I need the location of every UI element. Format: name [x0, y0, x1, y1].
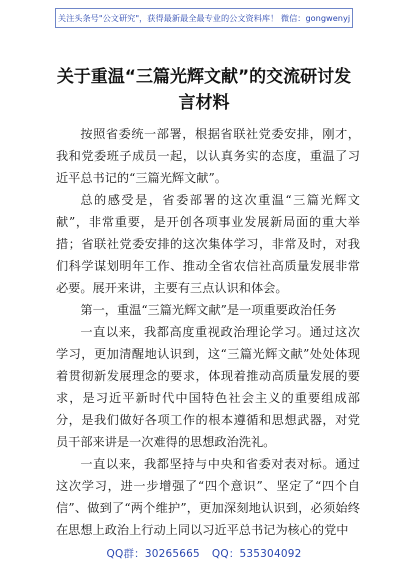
document-body [56, 123, 360, 541]
header-banner [55, 8, 353, 28]
paragraph-overall-feeling: 总的感受是，省委部署的这次重温“三篇光辉文献”，非常重要，是开创各项事业发展新局面的重大举措；省联社党委安排的这次集体学习，非常及时，对我们科学谋划明年工作、推动全省农信社高质量发展非常必要。展开来讲，主要有三点认识和体会。 [56, 193, 360, 295]
header-banner-text: 关注头条号"公文研究"，获得最新最全最专业的公文资料库！ 微信：gongwenyj [57, 12, 351, 23]
paragraph-intro: 按照省委统一部署，根据省联社党委安排，刚才，我和党委班子成员一起，以认真务实的态度，重温了习近平总书记的“三篇光辉文献”。 [56, 127, 360, 185]
section-heading-first: 第一，重温“三篇光辉文献”是一项重要政治任务 [80, 303, 337, 317]
footer-contact [0, 546, 408, 561]
document-title-line-2: 言材料 [178, 93, 230, 113]
document-title-line-1: 关于重温“三篇光辉文献”的交流研讨发 [56, 67, 352, 87]
document-title [40, 64, 368, 116]
paragraph-theory-study: 一直以来，我都高度重视政治理论学习。通过这次学习，更加清醒地认识到，这“三篇光辉文献”处处体现着贯彻新发展理念的要求，体现着推动高质量发展的要求，是习近平新时代中国特色社会主义的重要组成部分，是我们做好各项工作的根本遵循和思想武器，对党员干部来讲是一次难得的思想政治洗礼。 [56, 325, 360, 449]
footer-qq: QQ：535304092 [211, 548, 302, 560]
paragraph-alignment: 一直以来，我都坚持与中央和省委对表对标。通过这次学习，进一步增强了“四个意识”、坚定了“四个自信”、做到了“两个维护”，更加深刻地认识到，必须始终在思想上政治上行动上同以习近平总书记为核心的党中 [56, 457, 360, 537]
footer-qq-group: QQ群：30265665 [106, 548, 200, 560]
